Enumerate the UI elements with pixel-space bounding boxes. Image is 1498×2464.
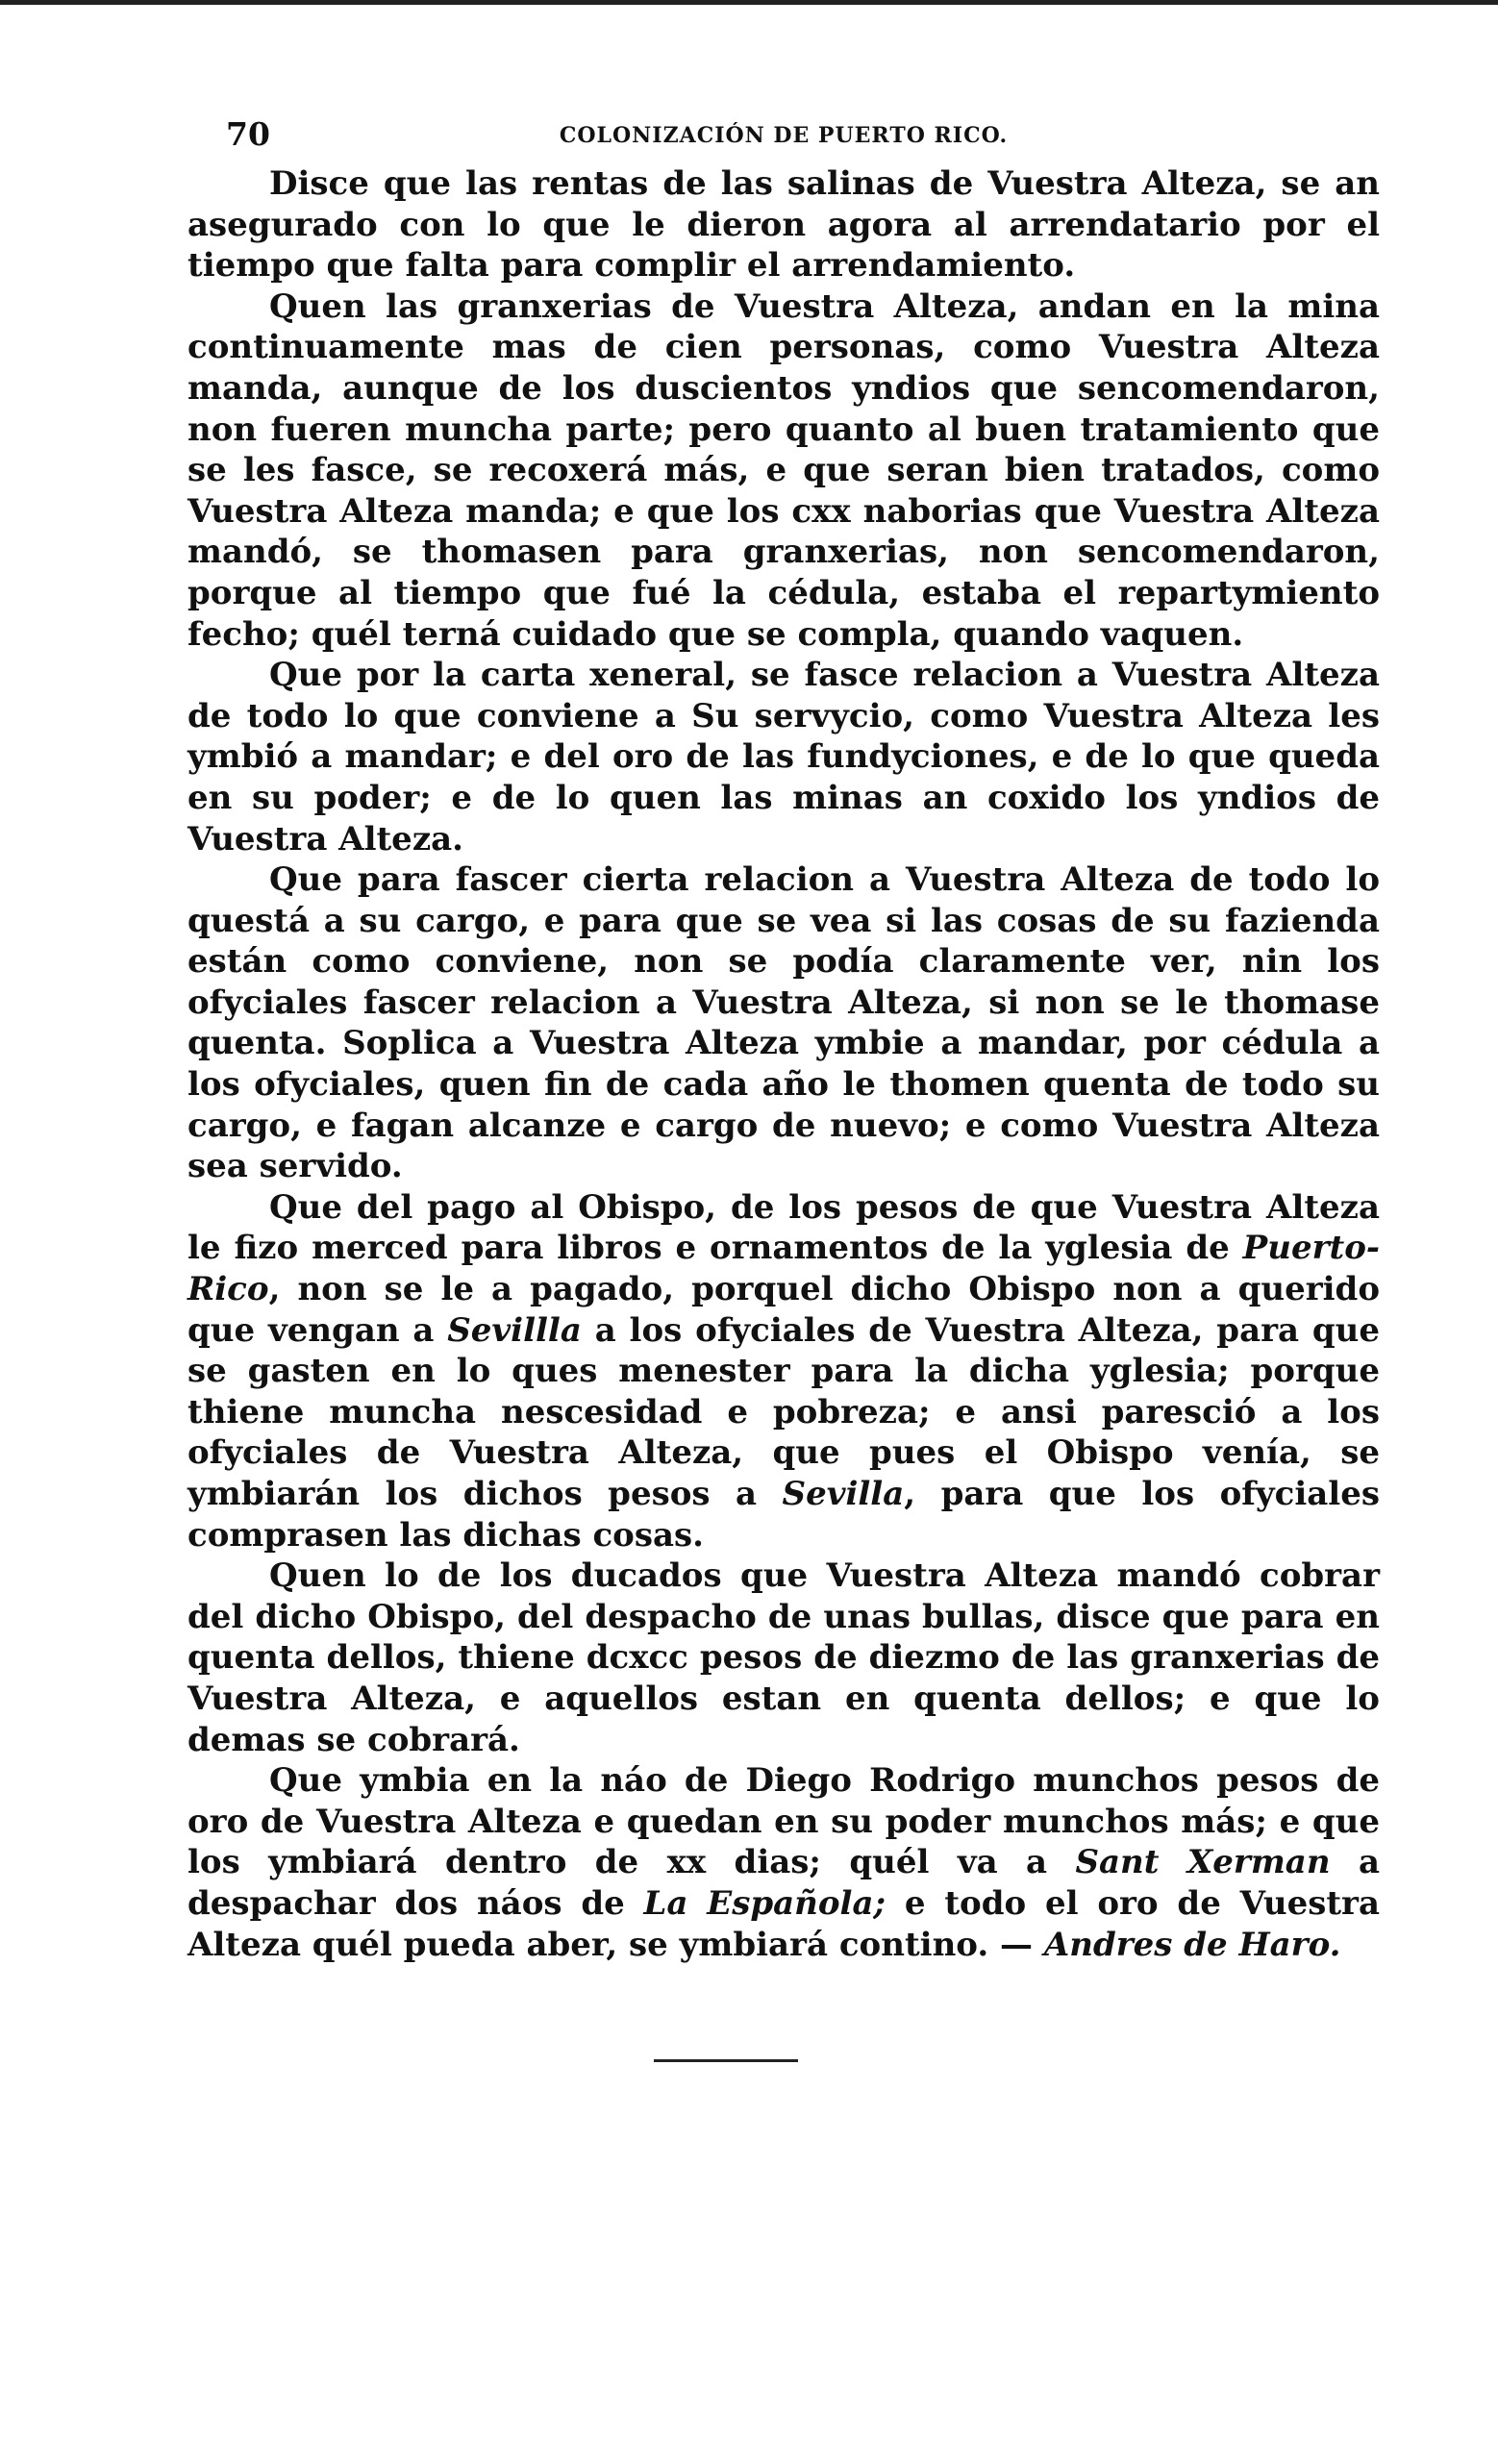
place-name: Puerto-Rico [187,1229,1380,1309]
paragraph-salinas: Disce que las rentas de las salinas de Vuestra Alteza, se an asegurado con lo que le dieron agora al arrendatario por el tiempo que falta para complir el arrendamiento. [187,164,1380,286]
body-text [187,163,1380,1965]
text-run: a despachar dos náos de [187,1843,1380,1923]
place-name: La Española; [643,1883,886,1923]
text-run: Que ymbia en la náo de Diego Rodrigo munchos pesos de oro de Vuestra Alteza e quedan en su poder munchos más; e que los ymbiará dentro de xx dias; quél va a [187,1761,1380,1882]
text-run: , non se le a pagado, porquel dicho Obispo non a querido que vengan a [187,1270,1380,1350]
paragraph-ducados: Quen lo de los ducados que Vuestra Alteza mandó cobrar del dicho Obispo, del despacho de unas bullas, disce que para en quenta dellos, thiene dcxcc pesos de diezmo de las granxerias de Vuestra Alteza, e aquellos estan en quenta dellos; e que lo demas se cobrará. [187,1556,1380,1759]
paragraph-pago-obispo [187,1187,1380,1556]
text-run: e todo el oro de Vuestra Alteza quél pueda aber, se ymbiará contino. — [187,1883,1380,1964]
paragraph-carta-xeneral: Que por la carta xeneral, se fasce relacion a Vuestra Alteza de todo lo que conviene a Su servycio, como Vuestra Alteza les ymbió a mandar; e del oro de las fundyciones, e de lo que queda en su poder; e de lo quen las minas an coxido los yndios de Vuestra Alteza. [187,656,1380,859]
section-separator-rule [654,2059,798,2062]
page-header [187,115,1380,163]
paragraph-granxerias: Quen las granxerias de Vuestra Alteza, andan en la mina continuamente mas de cien personas, como Vuestra Alteza manda, aunque de los duscientos yndios que sencomendaron, non fueren muncha parte; pero quanto al buen tratamiento que se les fasce, se recoxerá más, e que seran bien tratados, como Vuestra Alteza manda; e que los cxx naborias que Vuestra Alteza mandó, se thomasen para granxerias, non sencomendaron, porque al tiempo que fué la cédula, estaba el repartymiento fecho; quél terná cuidado que se compla, quando vaquen. [187,286,1380,654]
text-run: Que del pago al Obispo, de los pesos de que Vuestra Alteza le fizo merced para libros e ornamentos de la yglesia de [187,1187,1380,1268]
signature-name: Andres de Haro. [1043,1925,1341,1964]
place-name: Sant Xerman [1075,1843,1331,1882]
place-name: Sevilla [782,1475,905,1513]
paragraph-nao-diego-rodrigo [187,1760,1380,1965]
text-run: a los ofyciales de Vuestra Alteza, para que se gasten en lo ques menester para la dicha yglesia; porque thiene muncha nescesidad e pobreza; e ansi paresció a los ofyciales de Vuestra Alteza, que pues el Obispo venía, se ymbiarán los dichos pesos a [187,1310,1380,1513]
place-name: Sevillla [447,1310,582,1350]
top-border-rule [0,0,1498,5]
page-number: 70 [226,115,270,153]
running-head: COLONIZACIÓN DE PUERTO RICO. [559,123,1009,148]
paragraph-relacion-fazienda: Que para fascer cierta relacion a Vuestra Alteza de todo lo questá a su cargo, e para que se vea si las cosas de su fazienda están como conviene, non se podía claramente ver, nin los ofyciales fascer relacion a Vuestra Alteza, si non se le thomase quenta. Soplica a Vuestra Alteza ymbie a mandar, por cédula a los ofyciales, quen fin de cada año le thomen quenta de todo su cargo, e fagan alcanze e cargo de nuevo; e como Vuestra Alteza sea servido. [187,860,1380,1186]
text-run: , para que los ofyciales comprasen las dichas cosas. [187,1475,1380,1555]
